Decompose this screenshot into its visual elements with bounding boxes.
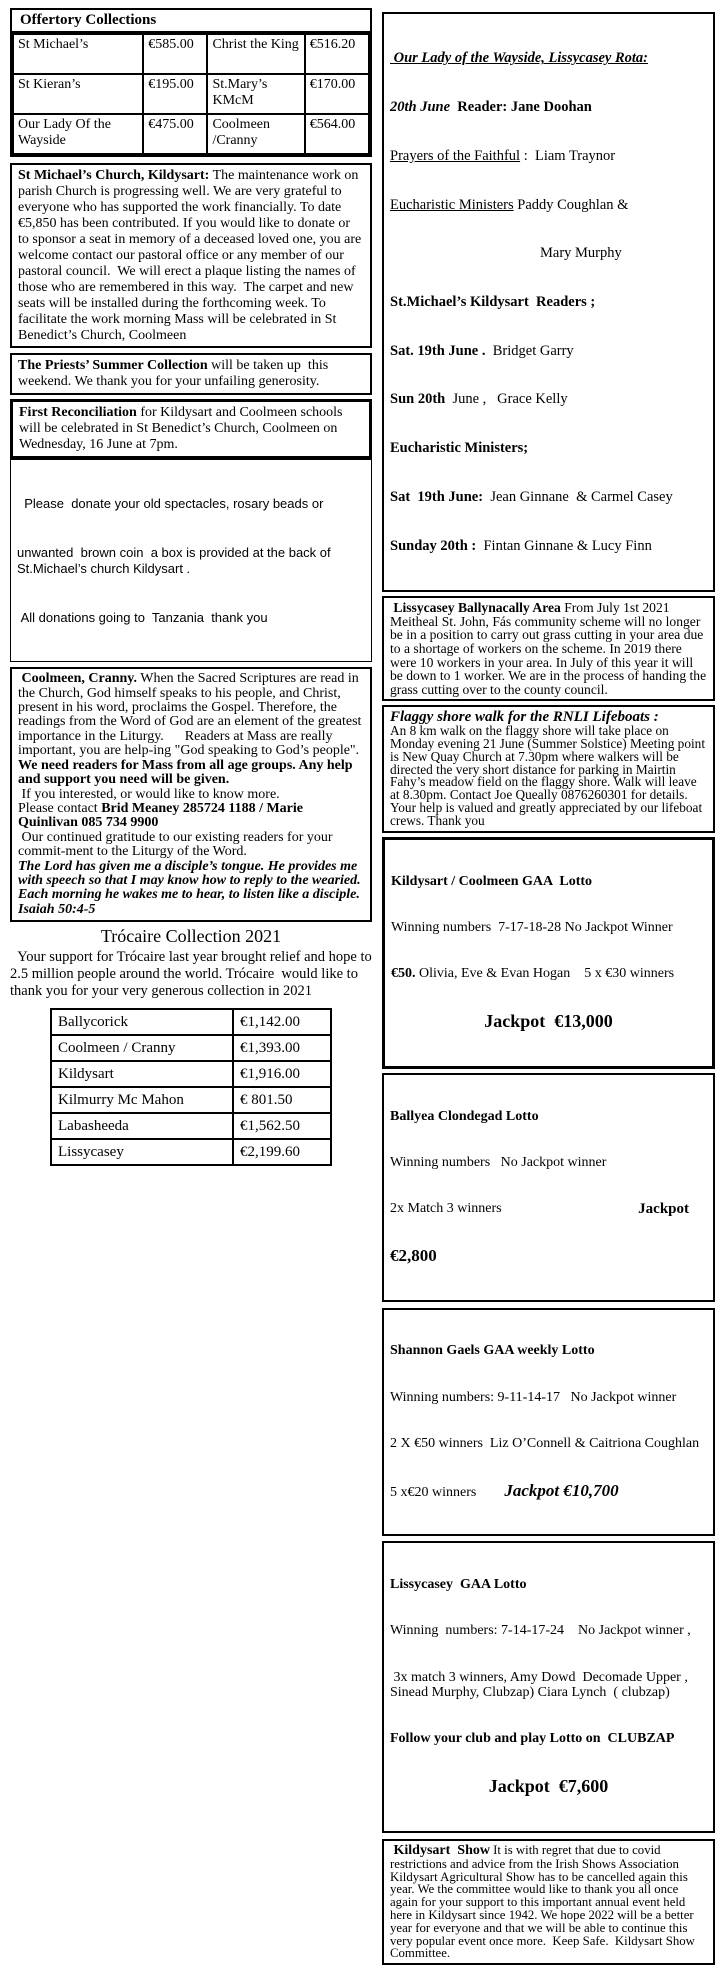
coolmeen-cranny-readers-notice <box>10 667 372 922</box>
notice-title: Flaggy shore walk for the RNLI Lifeboats : <box>390 709 659 726</box>
rota-name: June , Grace Kelly <box>445 391 568 408</box>
lotto-numbers: Winning numbers: 7-14-17-24 No Jackpot winner , <box>390 1623 691 1639</box>
lotto-title: Ballyea Clondegad Lotto <box>390 1108 539 1124</box>
trocaire-area: Kildysart <box>51 1061 233 1087</box>
notice-body: An 8 km walk on the flaggy shore will take place on Monday evening 21 June (Summer Solstice) Meeting point is New Quay Church at 7.30pm where walkers will be directed the very short distance for parking in Mairtin Fahy’s meadow field on the flaggy shore. Walk will leave at 8.30pm. Contact Joe Queally 0876260301 for details. Your help is valued and greatly appreciated by our lifeboat crews. Thank you <box>390 722 709 829</box>
contact-line <box>18 802 364 831</box>
notice-lead: First Reconciliation <box>19 405 137 421</box>
notice-body: The maintenance work on parish Church is progressing well. We are very grateful to everyone who has supported the work financially. To date €5,850 has been contributed. If you would like to donate or to sponsor a seat in memory of a deceased loved one, you are welcome contact our pastoral office or any member of our pastoral council. We will erect a plaque listing the names of those who are remembered in this way. The carpet and new seats will be installed during the forthcoming week. To facilitate the work morning Mass will be celebrated in St Benedict’s Church, Coolmeen <box>18 168 365 343</box>
priests-summer-collection-notice <box>10 353 372 395</box>
lotto-numbers: Winning numbers No Jackpot winner <box>390 1154 607 1170</box>
notice-lead: Kildysart Show <box>390 1842 490 1858</box>
notice-body: for Kildysart and Coolmeen schools will be celebrated in St Benedict’s Church, Coolmeen on Wednesday, 16 June at 7pm. <box>19 405 346 453</box>
offertory-collections-box <box>10 8 372 157</box>
offertory-amount: €475.00 <box>143 114 207 154</box>
rota-line <box>390 489 707 505</box>
rota-name-continued: Mary Murphy <box>540 245 622 262</box>
scripture-quote: The Lord has given me a disciple’s tongue. He provides me with speech so that I may know how to reply to the wearied. Each morning he wakes me to hear, to listen like a disciple. Isaiah 50:4-5 <box>18 858 365 917</box>
notice-lead: The Priests’ Summer Collection <box>18 358 208 374</box>
readers-appeal: We need readers for Mass from all age groups. Any help and support you need will be given. <box>18 757 357 788</box>
rota-subheading: St.Michael’s Kildysart Readers ; <box>390 293 596 310</box>
offertory-cell: Christ the King <box>207 34 304 74</box>
rota-name: Fintan Ginnane & Lucy Finn <box>476 537 652 554</box>
table-row <box>51 1113 331 1139</box>
spectacles-donation-notice <box>10 459 372 662</box>
notice-body: It is with regret that due to covid restrictions and advice from the Irish Shows Association Kildysart Agricultural Show has to be cancelled again this year. We the committee would like to thank you all once again for your support to this important annual event held here in Kildysart since 1942. We hope 2022 will be a better year for everyone and that we will be able to continue this very popular event once more. Keep Safe. Kildysart Show Committee. <box>390 1842 699 1961</box>
lotto-jackpot: €2,800 <box>390 1246 437 1266</box>
left-column <box>10 8 376 1166</box>
lotto-winners: 3x match 3 winners, Amy Dowd Decomade Upper , Sinead Murphy, Clubzap) Ciara Lynch ( clubzap) <box>390 1669 692 1700</box>
rota-label: Sun 20th <box>390 391 446 408</box>
notice-lead: St Michael’s Church, Kildysart: <box>18 168 210 183</box>
lotto-winners: 2 X €50 winners Liz O’Connell & Caitriona Coughlan <box>390 1435 700 1451</box>
trocaire-amount: €1,393.00 <box>233 1035 331 1061</box>
trocaire-area: Ballycorick <box>51 1009 233 1035</box>
rota-subheading: Eucharistic Ministers; <box>390 440 529 457</box>
offertory-cell: St.Mary’s KMcM <box>207 74 304 114</box>
lotto-numbers: Winning numbers 7-17-18-28 No Jackpot Winner <box>391 919 673 935</box>
ballyea-clondegad-lotto-box <box>382 1073 715 1302</box>
rota-reader: Reader: Jane Doohan <box>450 99 592 116</box>
rota-label: Sat. 19th June . <box>390 342 486 359</box>
kildysart-coolmeen-gaa-lotto-box <box>382 837 715 1069</box>
lotto-jackpot: Jackpot €7,600 <box>488 1776 609 1797</box>
donation-line: unwanted brown coin a box is provided at the back of St.Michael’s church Kildysart . <box>17 544 338 576</box>
lotto-winners <box>391 966 706 981</box>
trocaire-amount: € 801.50 <box>233 1087 331 1113</box>
rota-name: Bridget Garry <box>485 342 574 359</box>
offertory-title: Offertory Collections <box>12 10 370 33</box>
lotto-title: Kildysart / Coolmeen GAA Lotto <box>391 873 593 889</box>
donation-line: Please donate your old spectacles, rosary beads or <box>17 495 324 511</box>
table-row <box>51 1087 331 1113</box>
notice-body: When the Sacred Scriptures are read in the Church, God himself speaks to his people, and Christ, present in his word, proclaims the Gospel. Therefore, the readings from the Word of God are an element of the greatest importance in the Liturgy. Readers at Mass are really important, you are help-ing "God speaking to God’s people". <box>18 671 365 759</box>
lotto-winners <box>390 1201 707 1216</box>
lotto-title: Shannon Gaels GAA weekly Lotto <box>390 1343 595 1359</box>
rota-label: Sat 19th June: <box>390 488 484 505</box>
lotto-jackpot-label: Jackpot <box>638 1201 689 1218</box>
rota-line <box>390 197 707 213</box>
lotto-small-winners: 5 x€20 winners <box>390 1484 477 1500</box>
rota-label: Sunday 20th : <box>390 537 477 554</box>
offertory-amount: €516.20 <box>305 34 369 74</box>
lotto-numbers: Winning numbers: 9-11-14-17 No Jackpot winner <box>390 1389 677 1405</box>
rota-name: Paddy Coughlan & <box>513 196 629 213</box>
clubzap-promo: Follow your club and play Lotto on CLUBZAP <box>390 1731 675 1747</box>
readers-info: If you interested, or would like to know more. <box>18 786 280 802</box>
contact-names: Brid Meaney 285724 1188 / Marie Quinlivan 085 734 9900 <box>18 800 307 831</box>
offertory-amount: €195.00 <box>143 74 207 114</box>
rota-name: : Liam Traynor <box>520 147 616 164</box>
offertory-amount: €564.00 <box>305 114 369 154</box>
ballynacally-grass-cutting-notice <box>382 596 715 701</box>
lotto-title: Lissycasey GAA Lotto <box>390 1577 527 1593</box>
trocaire-amount: €1,142.00 <box>233 1009 331 1035</box>
first-reconciliation-notice <box>10 399 372 459</box>
lissycasey-rota-box <box>382 12 715 592</box>
table-row <box>51 1009 331 1035</box>
notice-body: will be taken up this weekend. We thank you for your unfailing generosity. <box>18 358 332 390</box>
lotto-prize: €50. <box>391 966 416 982</box>
trocaire-amount: €1,916.00 <box>233 1061 331 1087</box>
rota-line <box>390 99 707 115</box>
trocaire-section <box>10 926 376 1166</box>
offertory-cell: Coolmeen /Cranny <box>207 114 304 154</box>
rota-line <box>390 343 707 359</box>
offertory-amount: €585.00 <box>143 34 207 74</box>
table-row <box>13 74 369 114</box>
right-column <box>382 12 715 1970</box>
gratitude-line: Our continued gratitude to our existing readers for your commit-ment to the Liturgy of the Word. <box>18 829 337 860</box>
trocaire-amount: €2,199.60 <box>233 1139 331 1165</box>
notice-lead: Coolmeen, Cranny. <box>18 671 137 687</box>
table-row <box>51 1139 331 1165</box>
table-row <box>51 1035 331 1061</box>
table-row <box>13 34 369 74</box>
rota-label: Prayers of the Faithful <box>390 147 521 164</box>
lotto-jackpot: Jackpot €13,000 <box>484 1011 613 1032</box>
rota-label: Eucharistic Ministers <box>390 196 514 213</box>
trocaire-body: Your support for Trócaire last year brought relief and hope to 2.5 million people around the world. Trócaire would like to thank you for your very generous collection in 2021 <box>10 949 376 1000</box>
trocaire-area: Kilmurry Mc Mahon <box>51 1087 233 1113</box>
contact-pre: Please contact <box>18 800 102 816</box>
trocaire-table <box>50 1008 332 1166</box>
rota-date: 20th June <box>390 99 451 116</box>
offertory-cell: Our Lady Of the Wayside <box>13 114 143 154</box>
lotto-winners <box>390 1482 707 1501</box>
lissycasey-gaa-lotto-box <box>382 1541 715 1832</box>
donation-line: All donations going to Tanzania thank you <box>17 609 268 625</box>
trocaire-area: Labasheeda <box>51 1113 233 1139</box>
trocaire-amount: €1,562.50 <box>233 1113 331 1139</box>
kildysart-show-notice <box>382 1839 715 1965</box>
notice-lead: Lissycasey Ballynacally Area <box>390 600 561 616</box>
trocaire-area: Lissycasey <box>51 1139 233 1165</box>
rota-line <box>390 148 707 164</box>
rota-line <box>390 538 707 554</box>
shannon-gaels-lotto-box <box>382 1308 715 1537</box>
flaggy-shore-walk-notice <box>382 705 715 833</box>
offertory-table <box>12 33 370 155</box>
offertory-amount: €170.00 <box>305 74 369 114</box>
table-row <box>13 114 369 154</box>
lotto-match-winners: 2x Match 3 winners <box>390 1201 502 1217</box>
offertory-cell: St Michael’s <box>13 34 143 74</box>
lotto-winner-names: Olivia, Eve & Evan Hogan 5 x €30 winners <box>415 966 675 982</box>
trocaire-title: Trócaire Collection 2021 <box>100 926 282 947</box>
notice-body: From July 1st 2021 Meitheal St. John, Fás community scheme will no longer be in a position to carry out grass cutting in your area due to a shortage of workers on the scheme. In 2019 there were 10 workers in your area. In July of this year it will be down to 1 worker. We are in the process of handing the grass cutting over to the county council. <box>390 600 710 697</box>
rota-line <box>390 391 707 407</box>
rota-title: Our Lady of the Wayside, Lissycasey Rota: <box>390 50 649 67</box>
st-michaels-church-notice <box>10 163 372 348</box>
rota-name: Jean Ginnane & Carmel Casey <box>483 488 673 505</box>
offertory-cell: St Kieran’s <box>13 74 143 114</box>
trocaire-area: Coolmeen / Cranny <box>51 1035 233 1061</box>
lotto-jackpot: Jackpot €10,700 <box>504 1480 619 1500</box>
table-row <box>51 1061 331 1087</box>
